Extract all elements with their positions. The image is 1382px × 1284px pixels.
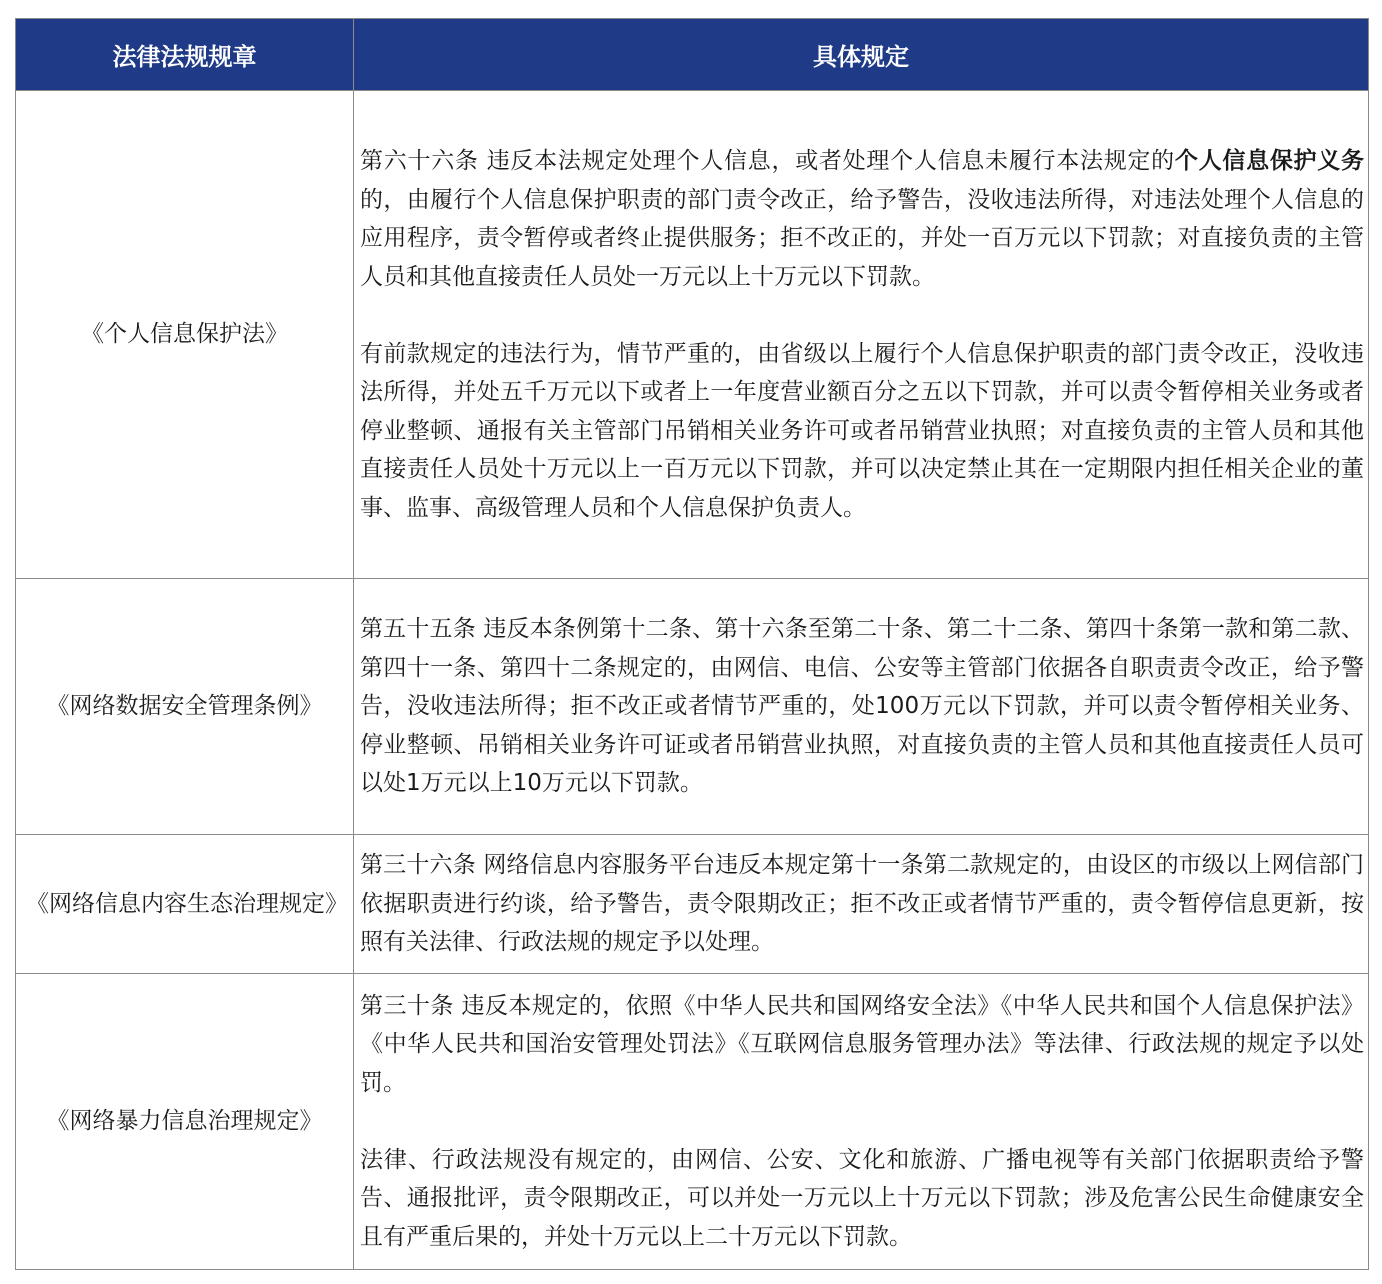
provision-cell (354, 579, 1369, 835)
provision-paragraph: 法律、行政法规没有规定的，由网信、公安、文化和旅游、广播电视等有关部门依据职责给予警告、通报批评，责令限期改正，可以并处一万元以上十万元以下罚款；涉及危害公民生命健康安全且有严重后果的，并处十万元以上二十万元以下罚款。 (360, 1146, 1364, 1250)
provision-text: 的，由履行个人信息保护职责的部门责令改正，给予警告，没收违法所得，对违法处理个人信息的应用程序，责令暂停或者终止提供服务；拒不改正的，并处一百万元以下罚款；对直接负责的主管人员和其他直接责任人员处一万元以上十万元以下罚款。 (360, 186, 1364, 290)
provision-paragraph: 第三十六条 网络信息内容服务平台违反本规定第十一条第二款规定的，由设区的市级以上网信部门依据职责进行约谈，给予警告，责令限期改正；拒不改正或者情节严重的，责令暂停信息更新，按照有关法律、行政法规的规定予以处理。 (360, 852, 1364, 956)
regulation-table (15, 18, 1369, 1270)
header-provision: 具体规定 (354, 19, 1369, 91)
provision-paragraph: 第三十条 违反本规定的，依照《中华人民共和国网络安全法》《中华人民共和国个人信息保护法》《中华人民共和国治安管理处罚法》《互联网信息服务管理办法》等法律、行政法规的规定予以处罚。 (360, 992, 1364, 1096)
law-name-cell: 《网络信息内容生态治理规定》 (16, 835, 354, 974)
provision-cell (354, 835, 1369, 974)
table-row (16, 91, 1369, 579)
table-row (16, 835, 1369, 974)
provision-cell (354, 91, 1369, 579)
table-row (16, 579, 1369, 835)
law-name-cell: 《网络暴力信息治理规定》 (16, 974, 354, 1270)
provision-emphasis: 个人信息保护义务 (1174, 148, 1365, 174)
provision-paragraph (360, 142, 1364, 296)
header-law: 法律法规规章 (16, 19, 354, 91)
table-row (16, 974, 1369, 1270)
law-name-cell: 《个人信息保护法》 (16, 91, 354, 579)
regulation-table-container (15, 18, 1368, 1270)
provision-paragraph: 第五十五条 违反本条例第十二条、第十六条至第二十条、第二十二条、第四十条第一款和第二款、第四十一条、第四十二条规定的，由网信、电信、公安等主管部门依据各自职责责令改正，给予警告，没收违法所得；拒不改正或者情节严重的，处100万元以下罚款，并可以责令暂停相关业务、停业整顿、吊销相关业务许可证或者吊销营业执照，对直接负责的主管人员和其他直接责任人员可以处1万元以上10万元以下罚款。 (360, 616, 1364, 797)
provision-paragraph: 有前款规定的违法行为，情节严重的，由省级以上履行个人信息保护职责的部门责令改正，没收违法所得，并处五千万元以下或者上一年度营业额百分之五以下罚款，并可以责令暂停相关业务或者停业整顿、通报有关主管部门吊销相关业务许可或者吊销营业执照；对直接负责的主管人员和其他直接责任人员处十万元以上一百万元以下罚款，并可以决定禁止其在一定期限内担任相关企业的董事、监事、高级管理人员和个人信息保护负责人。 (360, 340, 1364, 521)
law-name-cell: 《网络数据安全管理条例》 (16, 579, 354, 835)
provision-text: 第六十六条 违反本法规定处理个人信息，或者处理个人信息未履行本法规定的 (360, 148, 1175, 174)
table-header-row (16, 19, 1369, 91)
provision-cell (354, 974, 1369, 1270)
